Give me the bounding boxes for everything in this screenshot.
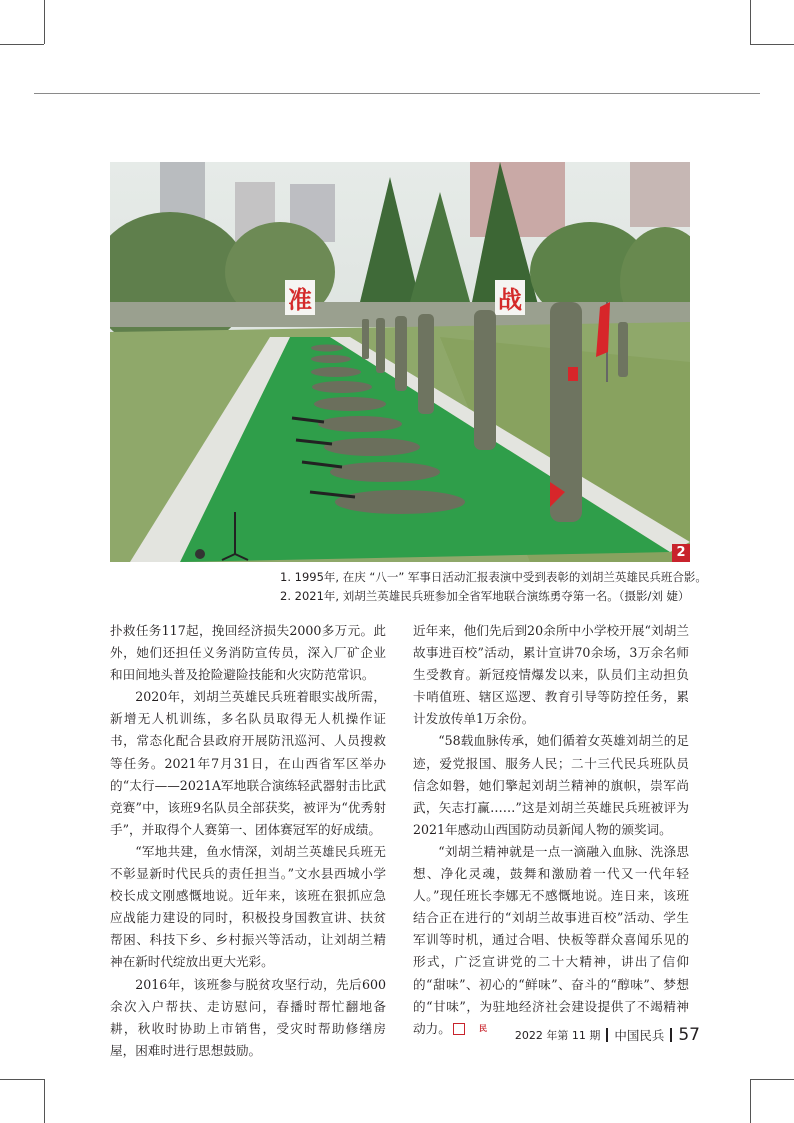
footer-divider — [606, 1028, 608, 1042]
banner-right-text: 战 — [498, 286, 522, 314]
crop-mark — [0, 1079, 44, 1080]
crop-mark — [44, 0, 45, 44]
paragraph: 近年来，他们先后到20余所中小学校开展“刘胡兰故事进百校”活动，累计宣讲70余场，3万余名师生受教育。新冠疫情爆发以来，队员们主动担负卡哨值班、辖区巡逻、教育引导等防控任务，累计发放传单1万余份。 — [413, 623, 689, 727]
paragraph-text: “刘胡兰精神就是一点一滴融入血脉、洗涤思想、净化灵魂，鼓舞和激励着一代又一代年轻人。”现任班长李娜无不感慨地说。连日来，该班结合正在进行的“刘胡兰故事进百校”活动、学生军训等时机，通过合唱、快板等群众喜闻乐见的形式，广泛宣讲党的二十大精神，讲出了信仰的“甜味”、初心的“鲜味”、奋斗的“醇味”、梦想的“甘味”，为驻地经济社会建设提供了不竭精神动力。 — [413, 843, 689, 1036]
paragraph-last — [413, 841, 689, 1040]
photo-number-badge: 2 — [672, 544, 690, 562]
paragraph: 2020年，刘胡兰英雄民兵班着眼实战所需，新增无人机训练，多名队员取得无人机操作证书，常态化配合县政府开展防汛巡河、人员搜救等任务。2021年7月31日，在山西省军区举办的“太行——2021A军地联合演练轻武器射击比武竞赛”中，该班9名队员全部获奖，被评为“优秀射手”，并取得个人赛第一、团体赛冠军的好成绩。 — [110, 689, 386, 837]
issue-label: 2022 年第 11 期 — [514, 1029, 601, 1042]
paragraph: 2016年，该班参与脱贫攻坚行动，先后600余次入户帮扶、走访慰问，春播时帮忙翻地备耕，秋收时协助上市销售，受灾时帮助修缮房屋，困难时进行思想鼓励。 — [110, 976, 386, 1058]
article-column-left — [110, 620, 386, 1062]
article-end-icon: 民 — [453, 1023, 465, 1035]
crop-mark — [750, 1079, 751, 1123]
crop-mark — [0, 44, 44, 45]
photo-illustration — [110, 162, 690, 562]
banner-left-text: 准 — [288, 286, 312, 314]
paragraph: 扑救任务117起，挽回经济损失2000多万元。此外，她们还担任义务消防宣传员，深入厂矿企业和田间地头普及抢险避险技能和火灾防范常识。 — [110, 623, 386, 683]
footer-divider — [670, 1028, 672, 1042]
paragraph: “军地共建，鱼水情深，刘胡兰英雄民兵班无不彰显新时代民兵的责任担当。”文水县西城小学校长成文刚感慨地说。近年来，该班在狠抓应急应战能力建设的同时，积极投身国教宣讲、扶贫帮困、科技下乡、乡村振兴等活动，让刘胡兰精神在新时代绽放出更大光彩。 — [110, 843, 386, 970]
caption-line-2: 2. 2021年, 刘胡兰英雄民兵班参加全省军地联合演练勇夺第一名。（摄影/刘 婕） — [280, 589, 690, 603]
crop-mark — [750, 1079, 794, 1080]
crop-mark — [750, 44, 794, 45]
crop-mark — [750, 0, 751, 44]
photo-shooting-drill — [110, 162, 690, 562]
caption-line-1: 1. 1995年, 在庆 “八一” 军事日活动汇报表演中受到表彰的刘胡兰英雄民兵班合影。 — [280, 570, 707, 584]
page-footer — [515, 1025, 700, 1045]
magazine-name: 中国民兵 — [614, 1028, 665, 1043]
page-number: 57 — [678, 1025, 700, 1045]
photo-caption — [280, 568, 707, 606]
header-rule — [34, 93, 760, 94]
paragraph: “58载血脉传承，她们循着女英雄刘胡兰的足迹，爱党报国、服务人民；二十三代民兵班队员信念如磐，她们擎起刘胡兰精神的旗帜，崇军尚武，矢志打赢……”这是刘胡兰英雄民兵班被评为2021年感动山西国防动员新闻人物的颁奖词。 — [413, 733, 689, 837]
article-column-right — [413, 620, 689, 1040]
crop-mark — [44, 1079, 45, 1123]
